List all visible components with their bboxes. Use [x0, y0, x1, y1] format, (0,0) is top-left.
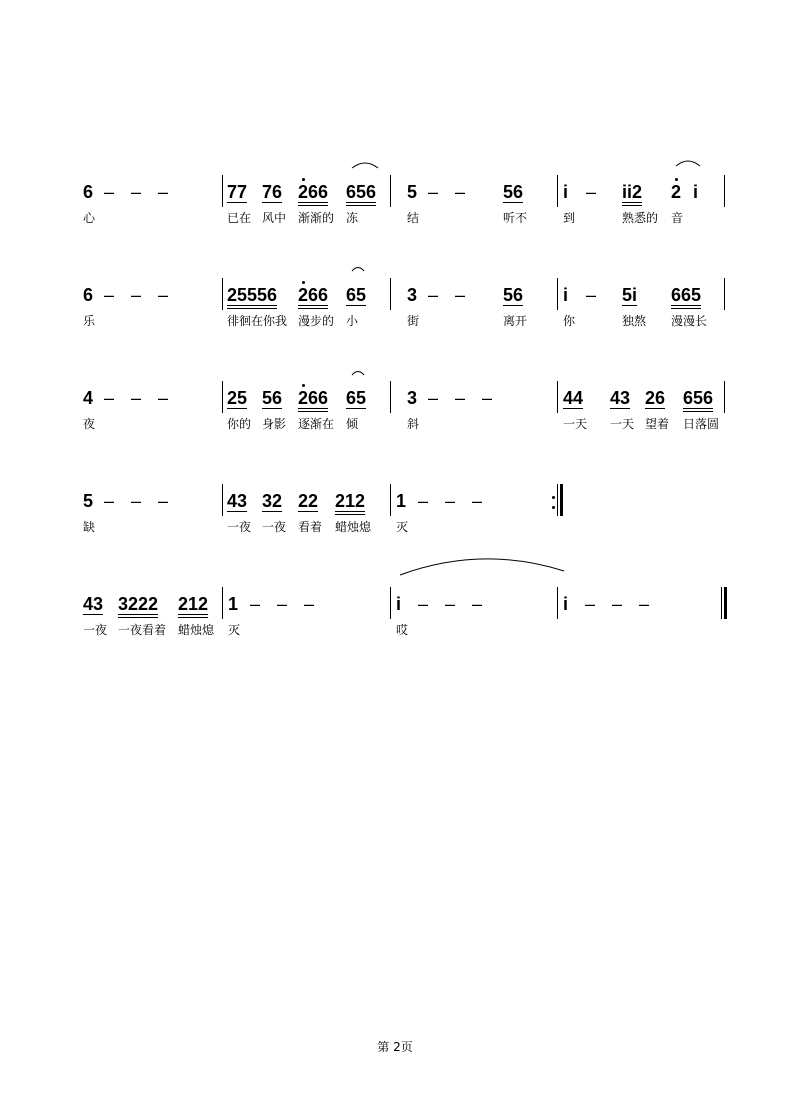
- lyric: 乐: [83, 314, 96, 328]
- lyric: 听不: [503, 211, 528, 225]
- barline: [390, 587, 391, 619]
- note-group: 212: [335, 490, 365, 512]
- note-group: 65: [346, 285, 367, 305]
- lyric: 离开: [503, 314, 528, 328]
- sustain-dashes: –: [586, 182, 603, 202]
- barline: [557, 381, 558, 413]
- lyric: 徘徊在你我: [227, 314, 288, 328]
- note-group: i: [563, 182, 569, 202]
- underline-eighth: [298, 511, 318, 512]
- note-group: 656: [683, 387, 713, 409]
- underline-sixteenth: [622, 205, 642, 206]
- note-group: 1: [228, 594, 239, 614]
- underline-eighth: [335, 511, 365, 512]
- lyric: 结: [407, 211, 420, 225]
- note-group: i: [396, 594, 402, 614]
- note-group: 32: [262, 491, 283, 511]
- barline: [390, 484, 391, 516]
- sustain-dashes: – – –: [104, 491, 175, 511]
- repeat-barline-thick: [560, 484, 563, 516]
- underline-eighth: [298, 202, 328, 203]
- underline-sixteenth: [178, 617, 208, 618]
- lyric: 到: [563, 211, 576, 225]
- note-group: 6: [83, 285, 94, 305]
- note-group: 26: [645, 388, 666, 408]
- note-group: 4: [83, 388, 94, 408]
- underline-eighth: [262, 511, 282, 512]
- tie-mark: [351, 264, 365, 272]
- underline-eighth: [622, 202, 642, 203]
- note-group: ii2: [622, 181, 642, 203]
- underline-eighth: [645, 408, 665, 409]
- barline: [390, 381, 391, 413]
- note-group: 212: [178, 593, 208, 615]
- barline: [222, 587, 223, 619]
- final-barline-thick: [724, 587, 727, 619]
- underline-eighth: [671, 305, 701, 306]
- note-group: 665: [671, 284, 701, 306]
- note-group: i: [563, 285, 569, 305]
- lyric: 冻: [346, 211, 359, 225]
- note-group: 3222: [118, 593, 158, 615]
- lyric: 逐渐在: [298, 417, 335, 431]
- underline-eighth: [610, 408, 630, 409]
- note-group: 6: [83, 182, 94, 202]
- lyric: 缺: [83, 520, 96, 534]
- underline-sixteenth: [335, 514, 365, 515]
- octave-dot: [302, 281, 305, 284]
- octave-dot: [675, 178, 678, 181]
- underline-eighth: [227, 202, 247, 203]
- lyric: 漫步的: [298, 314, 335, 328]
- note-group: 44: [563, 388, 584, 408]
- sustain-dashes: – – –: [104, 388, 175, 408]
- lyric: 夜: [83, 417, 96, 431]
- lyric: 小: [346, 314, 359, 328]
- underline-eighth: [83, 614, 103, 615]
- sustain-dashes: –: [586, 285, 603, 305]
- underline-eighth: [346, 408, 366, 409]
- lyric: 看着: [298, 520, 323, 534]
- note-group: 656: [346, 181, 376, 203]
- score-row-4: [0, 490, 790, 550]
- sustain-dashes: – – –: [104, 285, 175, 305]
- underline-eighth: [227, 305, 277, 306]
- lyric: 倾: [346, 417, 359, 431]
- lyric: 蜡烛熄: [335, 520, 372, 534]
- barline: [724, 278, 725, 310]
- lyric: 街: [407, 314, 420, 328]
- lyric: 哎: [396, 623, 409, 637]
- octave-dot: [302, 384, 305, 387]
- barline: [222, 278, 223, 310]
- note-group: i: [563, 594, 569, 614]
- note-group: 25556: [227, 284, 277, 306]
- sustain-dashes: – – –: [250, 594, 321, 614]
- note-group: 65: [346, 388, 367, 408]
- note-group: 1: [396, 491, 407, 511]
- underline-eighth: [563, 408, 583, 409]
- lyric: 身影: [262, 417, 287, 431]
- lyric: 已在: [227, 211, 252, 225]
- note-group: 3: [407, 388, 418, 408]
- lyric: 你: [563, 314, 576, 328]
- note-group: 76: [262, 182, 283, 202]
- note-group: 5: [83, 491, 94, 511]
- lyric: 斜: [407, 417, 420, 431]
- score-row-5: [0, 593, 790, 653]
- lyric: 一天: [610, 417, 635, 431]
- note-group: 22: [298, 491, 319, 511]
- sustain-dashes: – – –: [585, 594, 656, 614]
- underline-sixteenth: [346, 205, 376, 206]
- lyric: 灭: [228, 623, 241, 637]
- score-row-1: [0, 181, 790, 241]
- underline-eighth: [178, 614, 208, 615]
- underline-eighth: [346, 305, 366, 306]
- barline: [222, 484, 223, 516]
- lyric: 音: [671, 211, 684, 225]
- score-row-3: [0, 387, 790, 447]
- final-barline-thin: [721, 587, 722, 619]
- underline-eighth: [262, 408, 282, 409]
- barline: [222, 381, 223, 413]
- repeat-dot: [552, 496, 555, 499]
- lyric: 一夜: [262, 520, 287, 534]
- underline-sixteenth: [118, 617, 158, 618]
- note-group: 56: [503, 182, 524, 202]
- lyric: 心: [83, 211, 96, 225]
- underline-eighth: [298, 408, 328, 409]
- lyric: 风中: [262, 211, 287, 225]
- lyric: 日落圆: [683, 417, 720, 431]
- note-group: 43: [83, 594, 104, 614]
- underline-sixteenth: [227, 308, 277, 309]
- note-group: 77: [227, 182, 248, 202]
- sustain-dashes: – – –: [104, 182, 175, 202]
- lyric: 一夜看着: [118, 623, 167, 637]
- note-group: 25: [227, 388, 248, 408]
- note-group: 2: [671, 181, 681, 203]
- repeat-barline-thin: [557, 484, 558, 516]
- lyric: 一天: [563, 417, 588, 431]
- note-group: 5i: [622, 285, 638, 305]
- underline-eighth: [227, 408, 247, 409]
- lyric: 熟悉的: [622, 211, 659, 225]
- lyric: 你的: [227, 417, 252, 431]
- long-slur: [398, 553, 566, 577]
- underline-eighth: [683, 408, 713, 409]
- lyric: 蜡烛熄: [178, 623, 215, 637]
- barline: [557, 587, 558, 619]
- sustain-dashes: – –: [428, 285, 472, 305]
- underline-eighth: [503, 202, 523, 203]
- note-group: 5: [407, 182, 418, 202]
- underline-eighth: [503, 305, 523, 306]
- barline: [557, 175, 558, 207]
- repeat-dot: [552, 506, 555, 509]
- underline-sixteenth: [671, 308, 701, 309]
- underline-sixteenth: [298, 308, 328, 309]
- barline: [390, 175, 391, 207]
- note-group: 266: [298, 387, 328, 409]
- underline-sixteenth: [298, 205, 328, 206]
- note-group: 56: [503, 285, 524, 305]
- lyric: 漫漫长: [671, 314, 708, 328]
- sustain-dashes: – –: [428, 182, 472, 202]
- underline-eighth: [262, 202, 282, 203]
- lyric: 灭: [396, 520, 409, 534]
- underline-eighth: [346, 202, 376, 203]
- lyric: 独熬: [622, 314, 647, 328]
- tie-mark: [350, 158, 380, 170]
- note-group: 43: [610, 388, 631, 408]
- octave-dot: [302, 178, 305, 181]
- tie-mark: [351, 368, 365, 376]
- sustain-dashes: – – –: [418, 594, 489, 614]
- underline-sixteenth: [298, 411, 328, 412]
- sustain-dashes: – – –: [428, 388, 499, 408]
- note-group: 266: [298, 181, 328, 203]
- note-group: i: [693, 182, 699, 202]
- note-group: 266: [298, 284, 328, 306]
- barline: [724, 381, 725, 413]
- underline-eighth: [298, 305, 328, 306]
- barline: [390, 278, 391, 310]
- lyric: 望着: [645, 417, 670, 431]
- note-group: 56: [262, 388, 283, 408]
- lyric: 一夜: [227, 520, 252, 534]
- lyric: 渐渐的: [298, 211, 335, 225]
- barline: [222, 175, 223, 207]
- underline-sixteenth: [683, 411, 713, 412]
- barline: [557, 278, 558, 310]
- tie-mark: [674, 156, 702, 168]
- lyric: 一夜: [83, 623, 108, 637]
- note-group: 3: [407, 285, 418, 305]
- barline: [724, 175, 725, 207]
- underline-eighth: [622, 305, 637, 306]
- underline-eighth: [118, 614, 158, 615]
- note-group: 43: [227, 491, 248, 511]
- score-row-2: [0, 284, 790, 344]
- page-number: 第 2页: [377, 1040, 413, 1054]
- sustain-dashes: – – –: [418, 491, 489, 511]
- underline-eighth: [227, 511, 247, 512]
